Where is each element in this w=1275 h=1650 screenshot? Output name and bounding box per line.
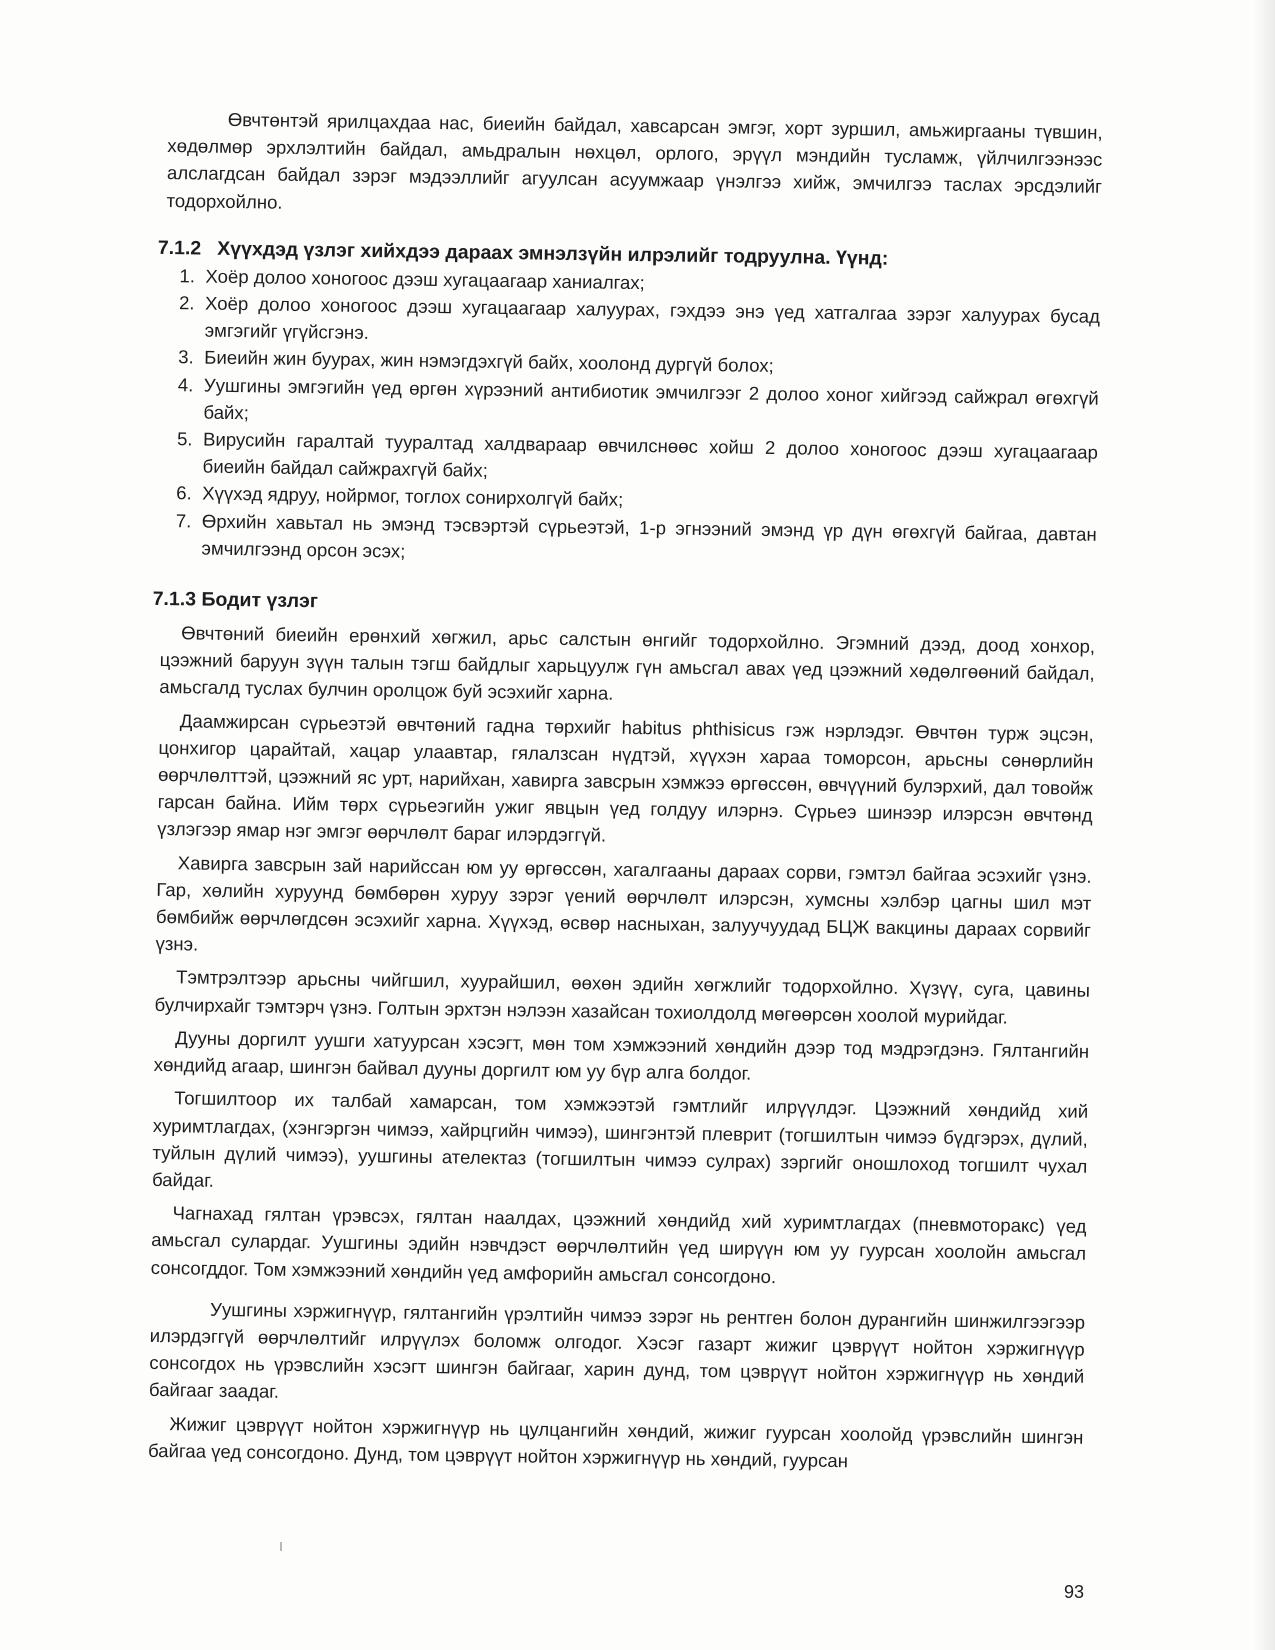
list-item-text: Хоёр долоо хоногоос дээш хугацаагаар ханиалгах; (205, 265, 645, 293)
page-number: 93 (1064, 1582, 1085, 1602)
scan-speck (280, 1542, 282, 1551)
section-7-1-2-title: Хүүхдэд үзлэг хийхдээ дараах эмнэлзүйн илрэлийг тодруулна. Үүнд: (217, 237, 889, 270)
body-paragraph: Хавирга завсрын зай нарийссан юм уу өргөссөн, хагалгааны дараах сорви, гэмтэл байгаа эсэхийг үзнэ. Гар, хөлийн хуруунд бөмбөрөн хуруу зэрэг үений өөрчлөлт илэрсэн, хумсны хэлбэр цагны шил мэт бөмбийж өөрчлөгдсөн эсэхийг харна. Хүүхэд, өсвөр насныхан, залуучуудад БЦЖ вакцины дараах сорвийг үзнэ. (155, 851, 1092, 955)
body-paragraph: Уушгины хэржигнүүр, гялтангийн үрэлтийн чимээ зэрэг нь рентген болон дурангийн шинжилгээгээр илэрдэггүй өөрчлөлтийг илрүүлэх боломж олгодог. Хэсэг газарт жижиг цэврүүт нойтон хэржигнүүр сонсогдох нь үрэвслийн хэсэгт шингэн байгааг, харин дунд, том цэврүүт нойтон хэржигнүүр нь хөндий байгааг заадаг. (148, 1298, 1086, 1403)
list-item-number: 7. (175, 509, 192, 532)
body-paragraph: Тогшилтоор их талбай хамарсан, том хэмжээтэй гэмтлийг илрүүлдэг. Цээжний хөндийд хий хуримтлагдах, (хэнгэргэн чимээ, хайрцгийн чимээ), шингэнтэй плеврит (тогшилтын чимээ бүдгэрэх, дүлий, туйлын дүлий чимээ), уушгины ателектаз (тогшилтын чимээ сулрах) зэргийг оношлоход тогшилт чухал байдаг. (151, 1087, 1089, 1191)
page-content (148, 105, 1103, 1478)
body-paragraph: Өвчтөний биеийн ерөнхий хөгжил, арьс салстын өнгийг тодорхойлно. Эгэмний дээд, доод хонхор, цээжний баруун зүүн талын тэгш байдлыг харьцуулж гүн амьсгал авах үед цээжний хөдөлгөөний байдал, амьсгалд туслах булчин оролцож буй эсэхийг харна. (159, 622, 1096, 705)
list-item-text: Хүүхэд ядруу, нойрмог, тоглох сонирхолгүй байх; (202, 482, 624, 511)
list-item-text: Хоёр долоо хоногоос дээш хугацаагаар халуурах, гэхдээ энэ үед хатгалгаа зэрэг халуурах бусад эмгэгийг үгүйсгэнэ. (204, 292, 1101, 344)
list-item-text: Биеийн жин буурах, жин нэмэгдэхгүй байх, хоолонд дургүй болох; (204, 346, 774, 377)
list-item-text: Уушгины эмгэгийн үед өргөн хүрээний антибиотик эмчилгээг 2 долоо хоног хийгээд сайжрал өгөхгүй байх; (203, 374, 1099, 424)
list-item-number: 2. (178, 292, 195, 314)
list-item-text: Вирусийн гаралтай тууралтад халдвараар өвчилснөөс хойш 2 долоо хоногоос дээш хугацаагаар биеийн байдал сайжрахгүй байх; (202, 428, 1099, 482)
section-7-1-2-number: 7.1.2 (157, 236, 202, 260)
clinical-signs-list (161, 262, 1100, 575)
scan-edge (1253, 0, 1275, 1650)
body-paragraph: Даамжирсан сүрьеэтэй өвчтөний гадна төрхийг habitus phthisicus гэж нэрлэдэг. Өвчтөн турж эцсэн, цонхигор царайтай, хацар улаавтар, гялалзсан нүдтэй, хүүхэн хараа томорсон, арьсны сөнөрлийн өөрчлөлттэй, цээжний яс урт, нарийхан, хавирга завсрын хэмжээ өргөссөн, өвчүүний булэрхий, дал товойж гарсан байна. Ийм төрх сүрьеэгийн ужиг явцын үед голдуу илэрнэ. Сүрьеэ шинээр илэрсэн өвчтөнд үзлэгээр ямар нэг эмгэг өөрчлөлт бараг илэрдэггүй. (157, 709, 1094, 847)
list-item-number: 4. (177, 373, 194, 396)
list-item-text: Өрхийн хавьтал нь эмэнд тэсвэртэй сүрьеэтэй, 1-р эгнээний эмэнд үр дүн өгөхгүй байгаа, давтан эмчилгээнд орсон эсэх; (201, 510, 1097, 562)
body-paragraph: Чагнахад гялтан үрэвсэх, гялтан наалдах, цээжний хөндийд хий хуримтлагдах (пневмоторакс) үед амьсгал сулардаг. Уушгины эдийн нэвчдэст өөрчлөлтийн үед ширүүн юм уу гуурсан хоолойн амьсгал сонсогддог. Том хэмжээний хөндийн үед амфорийн амьсгал сонсогдоно. (150, 1202, 1087, 1287)
list-item-number: 6. (176, 482, 192, 504)
body-paragraph: Дууны доргилт уушги хатуурсан хэсэгт, мөн том хэмжээний хөндийн дээр тод мэдрэгдэнэ. Гялтангийн хөндийд агаар, шингэн байвал дууны доргилт юм уу бүр алга болдог. (153, 1027, 1090, 1084)
list-item-number: 1. (179, 265, 196, 287)
body-paragraph: Тэмтрэлтээр арьсны чийгшил, хуурайшил, өөхөн эдийн хөгжлийг тодорхойлно. Хүзүү, суга, цавины булчирхайг тэмтэрч үзнэ. Голтын эрхтэн нэлээн хазайсан тохиолдолд мөгөөрсөн хоолой мурийдаг. (154, 966, 1091, 1028)
list-item-number: 5. (176, 428, 193, 450)
list-item-number: 3. (178, 346, 194, 368)
section-7-1-3-heading: 7.1.3 Бодит үзлэг (152, 587, 319, 613)
body-paragraph: Жижиг цэврүүт нойтон хэржигнүүр нь цулцангийн хөндий, жижиг гуурсан хоолойд үрэвслийн шингэн байгаа үед сонсогдоно. Дунд, том цэврүүт нойтон хэржигнүүр нь хөндий, гуурсан (147, 1412, 1084, 1471)
intro-paragraph: Өвчтөнтэй ярилцахдаа нас, биеийн байдал, хавсарсан эмгэг, хорт зуршил, амьжиргааны түвшин, хөдөлмөр эрхлэлтийн байдал, амьдралын нөхцөл, орлого, эрүүл мэндийн тусламж, үйлчилгээнээс алслагдсан байдал зэрэг мэдээллийг агуулсан асуумжаар үнэлгээ хийж, эмчилгээ таслах эрсдэлийг тодорхойлно. (166, 108, 1103, 213)
